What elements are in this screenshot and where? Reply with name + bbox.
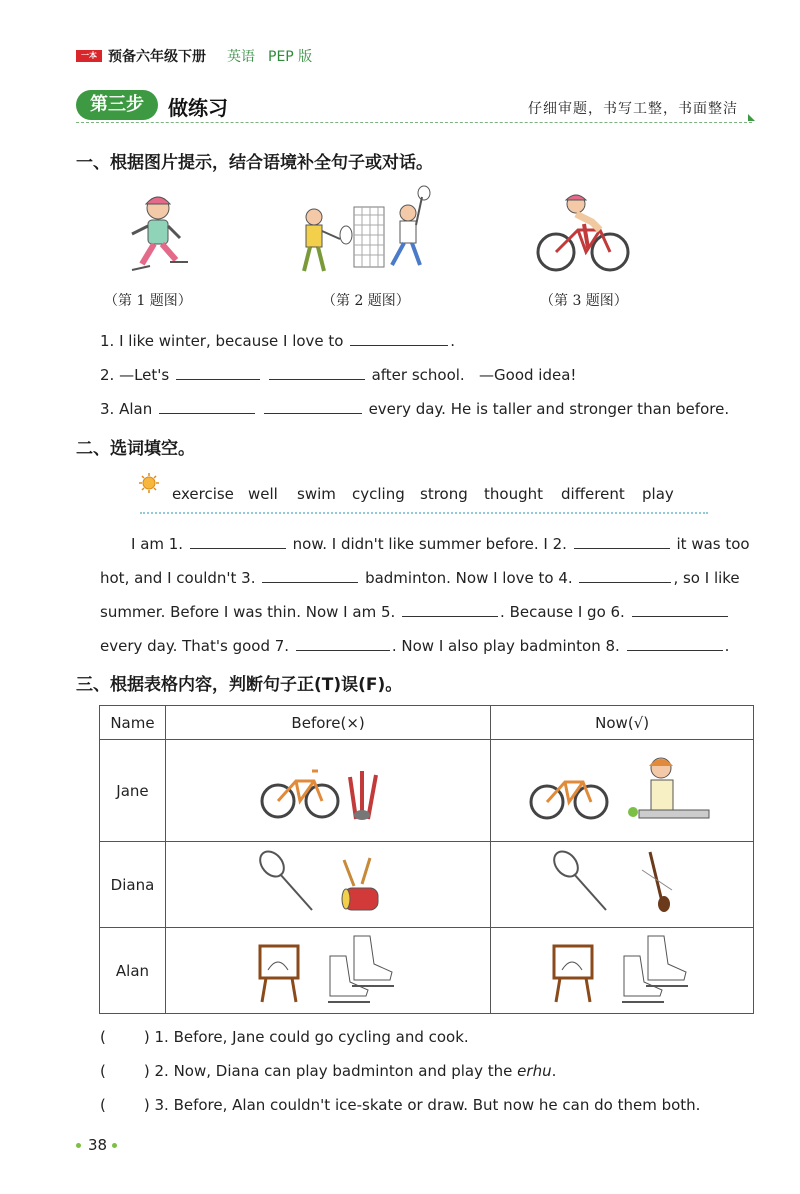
answer-paren[interactable]: ( ): [100, 1028, 150, 1046]
word-option: swim: [297, 485, 336, 503]
step-corner-marker: [748, 114, 755, 121]
alan-before-cell: [165, 928, 490, 1014]
book-title: 预备六年级下册: [108, 49, 206, 65]
paragraph-line-3: summer. Before I was thin. Now I am 5. . Because I go 6.: [100, 603, 730, 621]
ability-table: [99, 705, 754, 1014]
answer-paren[interactable]: ( ): [100, 1062, 150, 1080]
subject-label: 英语: [227, 49, 255, 65]
row-name: Alan: [100, 928, 166, 1014]
word-option: cycling: [352, 485, 405, 503]
step-motto: 仔细审题，书写工整，书面整洁: [528, 101, 738, 117]
table-row: [100, 928, 754, 1014]
step-divider: [76, 122, 752, 123]
answer-blank[interactable]: [350, 332, 448, 346]
header-now: Now(√): [491, 706, 754, 740]
row-name: Jane: [100, 740, 166, 842]
table-header-row: [100, 706, 754, 740]
badminton-picture: [296, 185, 436, 280]
word-option: exercise: [172, 485, 234, 503]
word-option: strong: [420, 485, 468, 503]
statement-3: ( ) 3. Before, Alan couldn't ice-skate or draw. But now he can do them both.: [100, 1096, 701, 1114]
paragraph-line-2: hot, and I couldn't 3. badminton. Now I love to 4. , so I like: [100, 569, 740, 587]
part2-title: 二、选词填空。: [76, 439, 195, 459]
answer-paren[interactable]: ( ): [100, 1096, 150, 1114]
caption-3: （第 3 题图）: [540, 293, 628, 309]
jane-now-cell: [491, 740, 754, 842]
skating-girl-picture: [118, 190, 198, 280]
sun-icon: [138, 472, 160, 494]
racket-and-drum-icons: [258, 850, 398, 916]
answer-blank[interactable]: [632, 603, 728, 617]
jane-before-cell: [165, 740, 490, 842]
edition-label: PEP 版: [268, 49, 313, 65]
alan-now-cell: [491, 928, 754, 1014]
caption-2: （第 2 题图）: [322, 293, 410, 309]
step-title: 做练习: [168, 96, 228, 120]
answer-blank[interactable]: [190, 535, 286, 549]
page-dot-left: [76, 1143, 81, 1148]
part1-title: 一、根据图片提示，结合语境补全句子或对话。: [76, 153, 433, 173]
easel-and-skates-icons: [552, 934, 692, 1004]
diana-before-cell: [165, 842, 490, 928]
answer-blank[interactable]: [627, 637, 723, 651]
answer-blank[interactable]: [262, 569, 358, 583]
word-option: well: [248, 485, 278, 503]
header-name: Name: [100, 706, 166, 740]
word-option: different: [561, 485, 625, 503]
table-row: [100, 842, 754, 928]
bike-and-shuttlecock-icons: [258, 757, 398, 821]
answer-blank[interactable]: [296, 637, 390, 651]
paragraph-line-1: I am 1. now. I didn't like summer before. I 2. it was too: [131, 535, 750, 553]
part3-title: 三、根据表格内容，判断句子正(T)误(F)。: [76, 675, 403, 695]
bike-and-cooking-icons: [527, 754, 717, 824]
answer-blank[interactable]: [269, 366, 365, 380]
easel-and-skates-icons: [258, 934, 398, 1004]
statement-1: ( ) 1. Before, Jane could go cycling and cook.: [100, 1028, 469, 1046]
answer-blank[interactable]: [579, 569, 671, 583]
answer-blank[interactable]: [264, 400, 362, 414]
racket-and-erhu-icons: [552, 850, 692, 916]
question-2: 2. —Let's after school. —Good idea!: [100, 366, 577, 384]
diana-now-cell: [491, 842, 754, 928]
table-row: [100, 740, 754, 842]
answer-blank[interactable]: [176, 366, 260, 380]
word-option: play: [642, 485, 674, 503]
answer-blank[interactable]: [159, 400, 255, 414]
word-option: thought: [484, 485, 543, 503]
answer-blank[interactable]: [402, 603, 498, 617]
page-number: 38: [88, 1136, 108, 1154]
caption-1: （第 1 题图）: [104, 293, 192, 309]
brand-badge: 一本: [76, 50, 102, 62]
question-1: 1. I like winter, because I love to .: [100, 332, 456, 350]
statement-2: ( ) 2. Now, Diana can play badminton and play the erhu.: [100, 1062, 557, 1080]
row-name: Diana: [100, 842, 166, 928]
cycling-picture: [536, 190, 631, 276]
header-before: Before(×): [165, 706, 490, 740]
question-3: 3. Alan every day. He is taller and stronger than before.: [100, 400, 730, 418]
step-badge: 第三步: [76, 90, 158, 120]
page-dot-right: [112, 1143, 117, 1148]
paragraph-line-4: every day. That's good 7. . Now I also play badminton 8. .: [100, 637, 730, 655]
answer-blank[interactable]: [574, 535, 670, 549]
